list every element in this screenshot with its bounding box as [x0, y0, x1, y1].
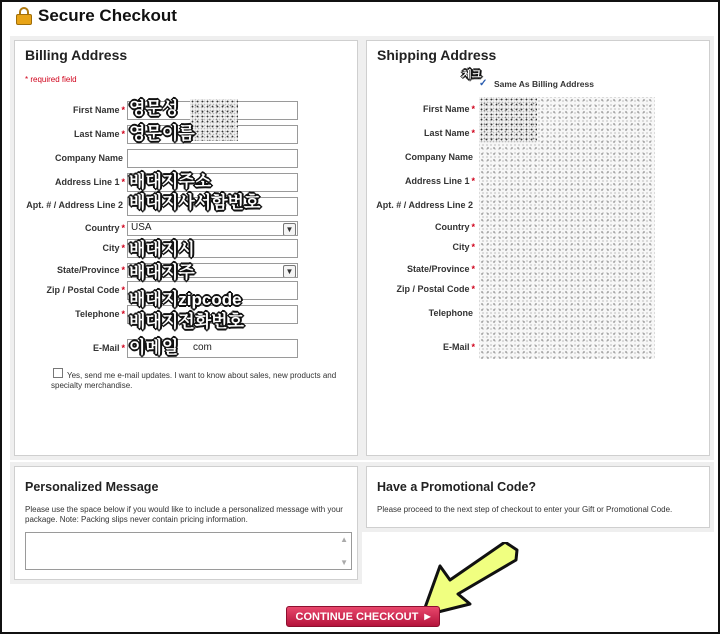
message-heading: Personalized Message [25, 480, 159, 494]
scroll-down-icon[interactable]: ▼ [340, 558, 348, 567]
annotation-last-name: 영문이름 [129, 124, 195, 143]
chevron-down-icon: ▼ [283, 223, 296, 236]
billing-heading: Billing Address [25, 47, 128, 63]
billing-country-value: USA [131, 222, 152, 233]
shipping-phone-label: Telephone [428, 308, 473, 318]
billing-email-label: E-Mail * [92, 343, 125, 353]
message-textarea[interactable] [25, 532, 352, 570]
newsletter-text: Yes, send me e-mail updates. I want to know about sales, new products and specialty merchandise. [51, 371, 337, 390]
billing-email-value: com [193, 342, 212, 353]
annotation-address2: 배대지사서함번호 [129, 193, 261, 212]
personalized-message-panel [14, 466, 358, 580]
billing-company-label: Company Name [54, 153, 123, 163]
promo-code-panel [366, 466, 710, 528]
page-title-text: Secure Checkout [38, 6, 177, 25]
shipping-address-panel [366, 40, 710, 456]
shipping-address2-label: Apt. # / Address Line 2 [376, 200, 473, 210]
billing-address2-label: Apt. # / Address Line 2 [26, 200, 123, 210]
billing-first-name-label: First Name * [72, 105, 125, 115]
shipping-city-label: City * [452, 242, 475, 252]
lock-icon [16, 7, 32, 25]
same-as-billing-label: Same As Billing Address [494, 79, 594, 89]
shipping-first-name-label: First Name * [422, 104, 475, 114]
caret-right-icon: ▶ [424, 612, 431, 621]
promo-heading: Have a Promotional Code? [377, 480, 537, 494]
annotation-address1: 배대지주소 [129, 172, 212, 191]
same-as-billing-checkbox[interactable]: ✓ [479, 78, 488, 89]
page-title [16, 6, 177, 26]
promo-description: Please proceed to the next step of checkout to enter your Gift or Promotional Code. [377, 505, 673, 514]
shipping-zip-label: Zip / Postal Code * [396, 284, 475, 294]
annotation-check: 체크 [462, 70, 482, 81]
scroll-up-icon[interactable]: ▲ [340, 535, 348, 544]
billing-country-select[interactable] [127, 221, 298, 236]
billing-address1-label: Address Line 1 * [54, 177, 125, 187]
annotation-city: 배대지시 [129, 240, 195, 259]
redacted-shipping-name [479, 97, 537, 143]
annotation-zip: 배대지zipcode [129, 290, 242, 309]
shipping-country-label: Country * [434, 222, 475, 232]
shipping-state-label: State/Province * [406, 264, 475, 274]
redacted-name [190, 99, 238, 141]
annotation-state: 배대지주 [129, 263, 195, 282]
shipping-heading: Shipping Address [377, 47, 497, 63]
shipping-email-label: E-Mail * [442, 342, 475, 352]
billing-city-label: City * [102, 243, 125, 253]
billing-phone-label: Telephone * [75, 309, 125, 319]
continue-checkout-label: CONTINUE CHECKOUT [295, 610, 419, 623]
required-note: * required field [25, 75, 77, 84]
shipping-address1-label: Address Line 1 * [404, 176, 475, 186]
billing-state-label: State/Province * [56, 265, 125, 275]
continue-checkout-button[interactable] [286, 606, 440, 627]
annotation-phone: 배대지전화번호 [129, 312, 244, 331]
billing-last-name-label: Last Name * [73, 129, 125, 139]
chevron-down-icon: ▼ [283, 265, 296, 278]
annotation-first-name: 영문성 [129, 99, 179, 118]
billing-country-label: Country * [84, 223, 125, 233]
shipping-company-label: Company Name [404, 152, 473, 162]
billing-address-panel [14, 40, 358, 456]
annotation-email: 이메일 [129, 338, 179, 357]
billing-company-input[interactable] [127, 149, 298, 168]
billing-zip-label: Zip / Postal Code * [46, 285, 125, 295]
message-description: Please use the space below if you would like to include a personalized message with your package. Note: Packing slips never contain pricing information. [25, 505, 343, 524]
shipping-last-name-label: Last Name * [423, 128, 475, 138]
